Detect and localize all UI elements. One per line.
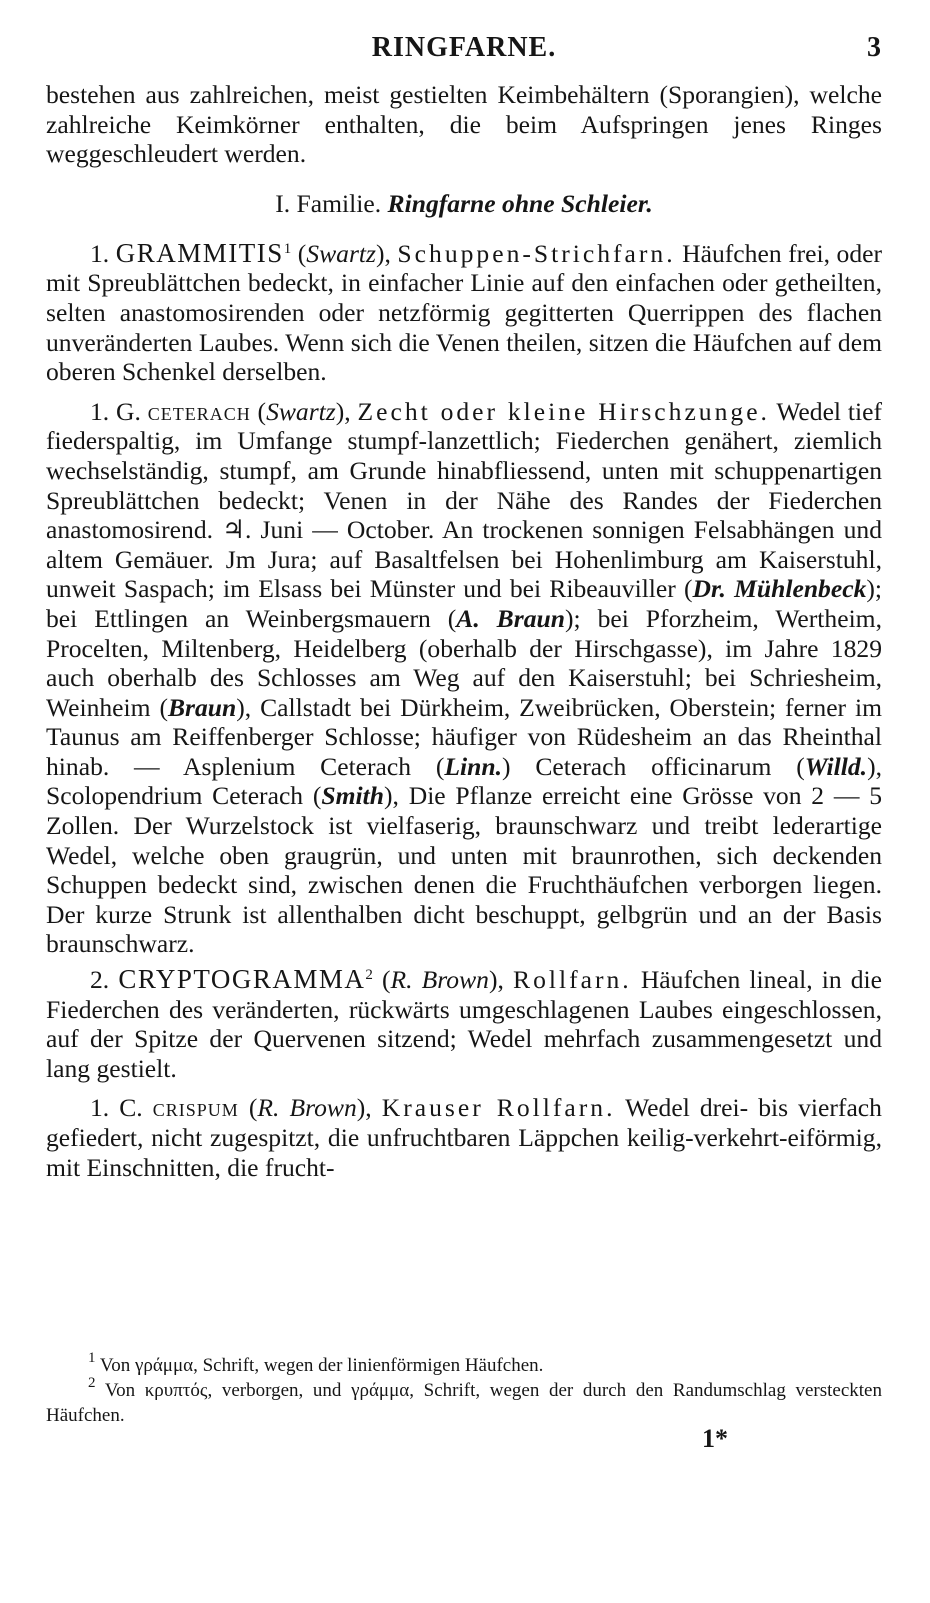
species-name: crispum	[152, 1093, 239, 1123]
reference: Willd.	[804, 751, 868, 781]
reference: Linn.	[444, 751, 503, 781]
footnote	[46, 1350, 882, 1378]
species-number: 1. G.	[90, 396, 141, 426]
species-crispum	[46, 1093, 882, 1182]
paren: (	[257, 396, 267, 426]
species-ceterach	[46, 397, 882, 959]
species-text: ); bei Ettlingen an Weinbergsmauern (	[46, 574, 883, 633]
genus-author: Swartz	[306, 238, 376, 268]
genus-grammitis	[46, 239, 882, 387]
paren: (	[248, 1093, 258, 1123]
signature-mark: 1*	[702, 1424, 728, 1453]
species-author: Swartz	[266, 396, 336, 426]
intro-paragraph: bestehen aus zahlreichen, meist gestielten Keimbehältern (Sporangien), welche zahlreiche Keimkörner enthalten, die beim Aufspringen jenes Ringes weggeschleudert werden.	[46, 80, 882, 169]
species-text: ) Ceterach officinarum (	[502, 751, 805, 781]
species-number: 1. C.	[90, 1093, 143, 1123]
page-number: 3	[867, 32, 882, 63]
species-name: ceterach	[147, 396, 251, 426]
footnote-ref: 2	[365, 967, 373, 984]
footnote-mark: 1	[88, 1350, 96, 1366]
genus-description: Häufchen lineal, in die Fiederchen des veränderten, rückwärts umgeschlagenen Laubes eingeschlossen, auf der Spitze der Quervenen sitzend; Wedel mehrfach zusammengesetzt und lang gestielt.	[46, 965, 883, 1083]
reference: A. Braun	[456, 603, 565, 633]
paren: (	[297, 238, 307, 268]
reference: Smith	[321, 781, 385, 811]
genus-name: CRYPTOGRAMMA	[118, 964, 366, 995]
common-name: Rollfarn.	[513, 965, 632, 995]
footnotes	[46, 1350, 882, 1428]
reference: Dr. Mühlenbeck	[692, 574, 867, 604]
genus-description: Häufchen frei, oder mit Spreublättchen bedeckt, in einfacher Linie auf den einfachen oder getheilten, selten anastomosirenden oder netzförmig gegitterten Querrippen des flachen unveränderten Laubes. Wenn sich die Venen theilen, sitzen die Häufchen auf dem oberen Schenkel derselben.	[46, 238, 883, 387]
paren: (	[382, 965, 391, 995]
running-title: RINGFARNE.	[371, 32, 557, 63]
footnote-ref: 1	[283, 240, 292, 257]
species-text: Wedel drei- bis vierfach gefiedert, nicht zugespitzt, die unfruchtbaren Läppchen keilig-verkehrt-eiförmig, mit Einschnitten, die frucht-	[46, 1093, 882, 1182]
genus-author: R. Brown	[390, 965, 489, 995]
species-author: R. Brown	[257, 1093, 357, 1123]
footnote-text: Von κρυπτός, verborgen, und γράμμα, Schrift, wegen der durch den Randumschlag versteckten Häufchen.	[46, 1380, 882, 1426]
species-text: ); bei Pforzheim, Wertheim, Procelten, Miltenberg, Heidelberg (oberhalb der Hirschgasse), im Jahre 1829 auch oberhalb des Schlosses am Weg auf den Kaiserstuhl; bei Schriesheim, Weinheim (	[46, 603, 882, 722]
running-head	[46, 28, 882, 68]
common-name: Schuppen-Strichfarn.	[397, 238, 676, 268]
species-text: Wedel tief fiederspaltig, im Umfange stumpf-lanzettlich; Fiederchen genähert, ziemlich wechselständig, stumpf, am Grunde hinabfliessend, unten mit schuppenartigen Spreublättchen bedeckt; Venen in der Nähe des Randes der Fiederchen anastomosirend. ♃. Juni — October. An trockenen sonnigen Felsabhängen und altem Gemäuer. Jm Jura; auf Basaltfelsen bei Hohenlimburg am Kaiserstuhl, unweit Saspach; im Elsass bei Münster und bei Ribeauviller (	[46, 396, 882, 604]
genus-cryptogramma	[46, 965, 882, 1083]
species-text: ), Scolopendrium Ceterach (	[46, 751, 883, 811]
paren: ),	[488, 965, 504, 995]
family-heading	[46, 189, 882, 219]
paren: ),	[356, 1093, 372, 1123]
common-name: Krauser Rollfarn.	[381, 1093, 616, 1123]
paren: ),	[375, 238, 391, 268]
species-text: ), Die Pflanze erreicht eine Grösse von 2 — 5 Zollen. Der Wurzelstock ist vielfaserig, braunschwarz und treibt lederartige Wedel, welche oben graugrün, und unten mit braunrothen, sich deckenden Schuppen bedeckt sind, zwischen denen die Fruchthäufchen verborgen liegen. Der kurze Strunk ist allenthalben dicht beschuppt, gelbgrün und an der Basis braunschwarz.	[46, 781, 883, 959]
common-name: Zecht oder kleine Hirschzunge.	[357, 396, 770, 426]
footnote	[46, 1375, 882, 1428]
footnote-text: Von γράμμα, Schrift, wegen der linienförmigen Häufchen.	[99, 1355, 544, 1376]
species-text: ), Callstadt bei Dürkheim, Zweibrücken, Oberstein; ferner im Taunus am Reiffenberger Schlosse; häufiger von Rüdesheim an das Rheinthal hinab. — Asplenium Ceterach (	[46, 692, 882, 781]
genus-name: GRAMMITIS	[115, 237, 284, 268]
genus-number: 1.	[90, 238, 110, 268]
genus-number: 2.	[90, 965, 110, 995]
paren: ),	[335, 396, 351, 426]
family-name: Ringfarne ohne Schleier.	[387, 188, 653, 218]
footnote-mark: 2	[88, 1375, 96, 1391]
reference: Braun	[167, 692, 237, 722]
family-prefix: I. Familie.	[275, 188, 382, 218]
